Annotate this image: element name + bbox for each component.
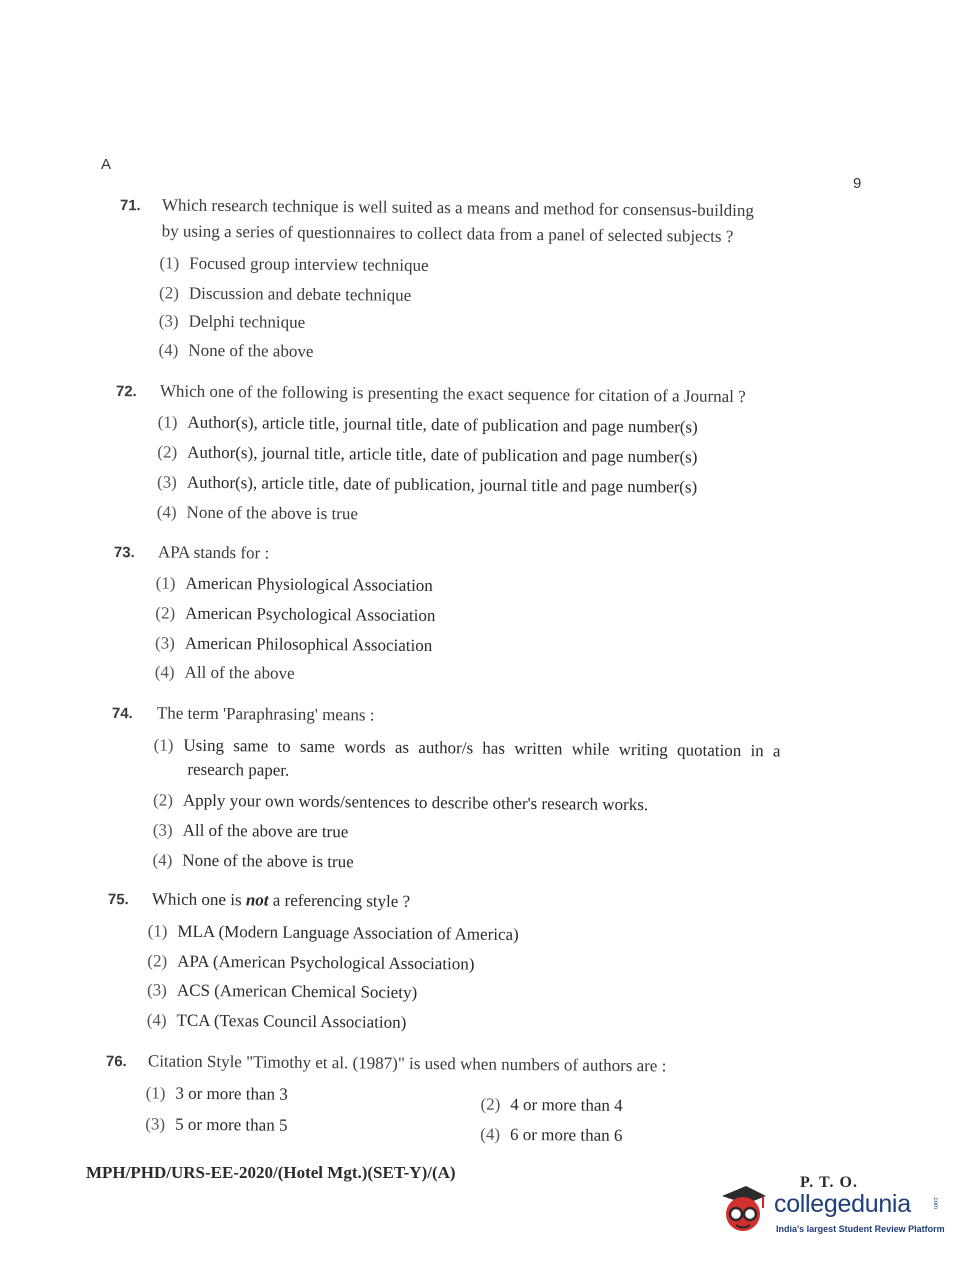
option-3 [155, 633, 432, 656]
question-text-continued: by using a series of questionnaires to collect data from a panel of selected subjects ? [161, 221, 734, 246]
option-text: Using same to same words as author/s has written while writing quotation in a [183, 735, 781, 761]
option-text: Author(s), article title, date of publication, journal title and page number(s) [186, 472, 698, 497]
option-text: 5 or more than 5 [175, 1114, 288, 1135]
option-text: APA (American Psychological Association) [177, 951, 475, 974]
question-number: 76. [105, 1053, 127, 1071]
option-2 [480, 1095, 622, 1116]
option-number: (1) [159, 253, 180, 273]
option-1 [148, 921, 519, 945]
page-number: 9 [853, 175, 862, 192]
option-text: MLA (Modern Language Association of America) [177, 921, 519, 944]
option-text: None of the above [188, 340, 314, 361]
question-74 [110, 705, 857, 882]
emphasis-not: not [245, 890, 269, 910]
set-letter: A [101, 156, 112, 173]
option-3 [157, 472, 697, 497]
option-number: (1) [147, 921, 168, 941]
question-number: 71. [119, 197, 141, 215]
option-1 [158, 412, 698, 437]
question-text: APA stands for : [157, 542, 270, 563]
option-1 [146, 1083, 288, 1104]
option-number: (1) [145, 1083, 166, 1103]
option-1 [156, 573, 433, 596]
collegedunia-logo-icon [716, 1182, 770, 1238]
question-text: Which research technique is well suited as a means and method for consensus-building [161, 195, 754, 221]
option-number: (3) [152, 820, 173, 840]
collegedunia-watermark [716, 1182, 946, 1242]
option-4 [152, 850, 353, 872]
option-3 [147, 980, 417, 1003]
option-4 [480, 1125, 622, 1146]
option-text: Apply your own words/sentences to describe other's research works. [182, 790, 649, 815]
question-number: 74. [111, 705, 133, 723]
question-72 [115, 383, 856, 530]
option-number: (4) [154, 662, 175, 682]
option-2 [157, 442, 697, 467]
option-4 [158, 340, 313, 361]
option-text: Author(s), journal title, article title, date of publication and page number(s) [187, 442, 698, 467]
option-text: American Philosophical Association [184, 633, 433, 656]
option-2 [155, 603, 435, 626]
question-text: Which one of the following is presenting the exact sequence for citation of a Journal ? [159, 381, 746, 407]
option-1 [154, 735, 781, 761]
option-number: (4) [158, 340, 179, 360]
option-number: (4) [152, 850, 173, 870]
option-number: (1) [155, 573, 176, 593]
option-text: None of the above is true [186, 502, 359, 524]
option-3 [159, 311, 306, 332]
question-number: 72. [115, 383, 137, 401]
option-number: (3) [154, 633, 175, 653]
option-3 [145, 1114, 287, 1135]
option-2 [153, 790, 648, 815]
option-number: (1) [157, 412, 178, 432]
option-text: 4 or more than 4 [510, 1094, 623, 1115]
option-text: Discussion and debate technique [188, 283, 412, 305]
option-text: None of the above is true [182, 850, 354, 872]
question-text-pre: Which one is [151, 889, 246, 910]
brand-suffix: .com [932, 1196, 938, 1210]
option-text: American Psychological Association [185, 603, 436, 626]
option-number: (2) [152, 790, 174, 810]
question-text: Citation Style "Timothy et al. (1987)" is used when numbers of authors are : [147, 1051, 667, 1076]
option-text: TCA (Texas Council Association) [176, 1010, 407, 1032]
option-number: (1) [153, 735, 174, 755]
option-text: All of the above [184, 662, 295, 683]
option-number: (4) [480, 1124, 501, 1144]
option-text: 3 or more than 3 [175, 1083, 288, 1104]
option-2 [147, 951, 474, 974]
option-text: All of the above are true [182, 820, 349, 842]
question-number: 75. [107, 891, 129, 909]
option-number: (2) [155, 603, 176, 623]
option-3 [153, 820, 349, 842]
option-number: (3) [158, 311, 179, 331]
option-number: (3) [156, 472, 177, 492]
option-4 [147, 1010, 407, 1032]
question-text: The term 'Paraphrasing' means : [156, 703, 375, 725]
question-76 [105, 1053, 786, 1160]
option-number: (4) [146, 1010, 167, 1030]
option-number: (2) [157, 442, 178, 462]
option-text: Author(s), article title, journal title, date of publication and page number(s) [187, 412, 698, 437]
option-number: (2) [147, 951, 168, 971]
question-73 [113, 544, 614, 689]
option-text: Delphi technique [188, 311, 306, 332]
option-2 [159, 283, 411, 305]
option-text: American Physiological Association [185, 573, 433, 596]
option-number: (3) [145, 1114, 166, 1134]
question-text-post: a referencing style ? [268, 890, 411, 911]
option-1 [159, 253, 428, 276]
option-4 [157, 502, 358, 524]
brand-tagline: India's largest Student Review Platform [776, 1224, 945, 1234]
paper-code: MPH/PHD/URS-EE-2020/(Hotel Mgt.)(SET-Y)/(A) [86, 1163, 456, 1182]
option-1-continued: research paper. [187, 759, 290, 780]
question-75 [107, 891, 628, 1041]
pto-label: P. T. O. [800, 1174, 858, 1191]
option-text: 6 or more than 6 [509, 1124, 623, 1145]
question-number: 73. [113, 544, 135, 562]
question-text [152, 889, 410, 911]
option-number: (2) [158, 283, 179, 303]
option-number: (2) [480, 1094, 501, 1114]
option-text: ACS (American Chemical Society) [176, 980, 418, 1002]
question-71 [118, 197, 860, 374]
option-number: (4) [156, 502, 177, 522]
option-4 [155, 662, 295, 683]
option-text: Focused group interview technique [189, 253, 429, 275]
brand-name: collegedunia [774, 1190, 911, 1218]
option-number: (3) [146, 980, 167, 1000]
